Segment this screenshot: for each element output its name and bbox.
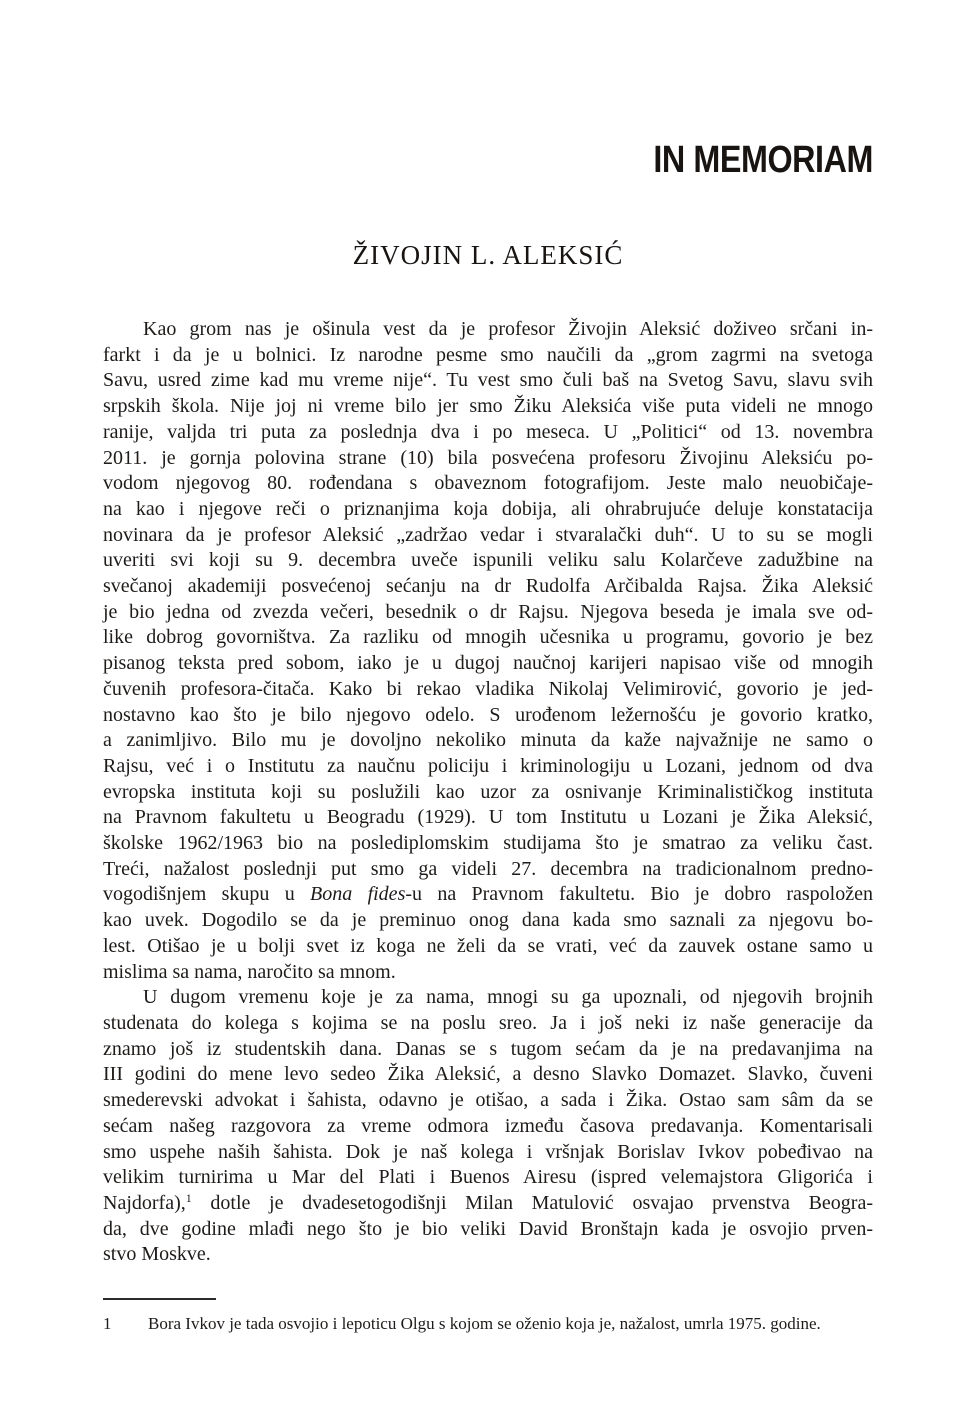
text-line: Rajsu, već i o Institutu za naučnu policiju i kriminologiju u Lozani, jednom od dva — [103, 754, 873, 777]
text-line: Treći, nažalost poslednji put smo ga videli 27. decembra na tradicionalnom predno- — [103, 857, 873, 880]
text-line: uveriti svi koji su 9. decembra uveče ispunili veliku salu Kolarčeve zadužbine na — [103, 549, 873, 572]
footnote-ref: 1 — [185, 1190, 192, 1205]
footnote-rule — [103, 1298, 216, 1300]
text-line: a zanimljivo. Bilo mu je dovoljno nekoliko minuta da kaže najvažnije ne samo o — [103, 729, 873, 752]
text-line: kao uvek. Dogodilo se da je preminuo onog dana kada smo saznali za njegovu bo- — [103, 909, 873, 932]
text-line: svečanoj akademiji posvećenoj sećanju na dr Rudolfa Arčibalda Rajsa. Žika Aleksić — [103, 575, 873, 598]
footnote — [103, 1313, 873, 1335]
text-line: vodom njegovog 80. rođendana s obaveznom fotografijom. Jeste malo neuobičaje- — [103, 472, 873, 495]
text-line: velikim turnirima u Mar del Plati i Buenos Airesu (ispred velemajstora Gligorića i — [103, 1166, 873, 1189]
text-line: studenata do kolega s kojima se na poslu sreo. Ja i još neki iz naše generacije da — [103, 1011, 873, 1034]
footnote-text: Bora Ivkov je tada osvojio i lepoticu Olgu s kojom se oženio koja je, nažalost, umrla 1975. godine. — [148, 1314, 821, 1334]
text-line: znamo još iz studentskih dana. Danas se s tugom sećam da je na predavanjima na — [103, 1037, 873, 1060]
text-line: nostavno kao što je bilo njegovo odelo. S urođenom ležernošću je govorio kratko, — [103, 703, 873, 726]
text-segment: Najdorfa), — [103, 1191, 186, 1214]
section-heading-in-memoriam: IN MEMORIAM — [653, 139, 873, 181]
text-line: ranije, valjda tri puta za poslednja dva i po meseca. U „Politici“ od 13. novembra — [103, 420, 873, 443]
text-line: na Pravnom fakultetu u Beogradu (1929). U tom Institutu u Lozani je Žika Aleksić, — [103, 806, 873, 829]
text-segment: vogodišnjem skupu u — [103, 883, 311, 906]
paragraph — [103, 317, 873, 985]
text-line: pisanog teksta pred sobom, iako je u dugoj naučnoj karijeri napisao više od mnogih — [103, 652, 873, 675]
text-line: Kao grom nas je ošinula vest da je profesor Živojin Aleksić doživeo srčani in- — [143, 318, 873, 340]
text-line: školske 1962/1963 bio na poslediplomskim studijama što je smatrao za veliku čast. — [103, 832, 873, 855]
text-line: smo uspehe naših šahista. Dok je naš kolega i vršnjak Borislav Ivkov pobeđivao na — [103, 1140, 873, 1163]
text-line: Savu, usred zime kad mu vreme nije“. Tu vest smo čuli baš na Svetog Savu, slavu svih — [103, 369, 873, 392]
italic-text: Bona fides — [310, 883, 406, 906]
footnote-marker: 1 — [103, 1314, 112, 1334]
text-line: lest. Otišao je u bolji svet iz koga ne želi da se vrati, već da zauvek ostane samo u — [103, 934, 873, 957]
text-line: mislima sa nama, naročito sa mnom. — [103, 960, 396, 983]
text-line: novinara da je profesor Aleksić „zadržao vedar i stvaralački duh“. U to su se mogli — [103, 523, 873, 546]
text-line — [103, 882, 873, 908]
text-line: da, dve godine mlađi nego što je bio veliki David Bronštajn kada je osvojio prven- — [103, 1217, 873, 1240]
article-title: ŽIVOJIN L. ALEKSIĆ — [352, 240, 624, 270]
text-line: 2011. je gornja polovina strane (10) bila posvećena profesoru Živojinu Aleksiću po- — [103, 446, 873, 469]
text-line: sećam našeg razgovora za vreme odmora između časova predavanja. Komentarisali — [103, 1114, 873, 1137]
article-body — [103, 317, 873, 1268]
text-line: čuvenih profesora-čitača. Kako bi rekao vladika Nikolaj Velimirović, govorio je jed- — [103, 677, 873, 700]
paragraph — [103, 985, 873, 1268]
text-line: je bio jedna od zvezda večeri, besednik o dr Rajsu. Njegova beseda je imala sve od- — [103, 600, 873, 623]
text-line: III godini do mene levo sedeo Žika Aleksić, a desno Slavko Domazet. Slavko, čuveni — [103, 1063, 873, 1086]
text-segment: -u na Pravnom fakultetu. Bio je dobro raspoložen — [405, 883, 873, 906]
text-line — [103, 1191, 873, 1217]
text-segment: dotle je dvadesetogodišnji Milan Matulović osvajao prvenstva Beogra- — [191, 1191, 873, 1214]
text-line: srpskih škola. Nije joj ni vreme bilo jer smo Žiku Aleksića više puta videli ne mnogo — [103, 395, 873, 418]
text-line: U dugom vremenu koje je za nama, mnogi su ga upoznali, od njegovih brojnih — [143, 986, 873, 1009]
text-line: stvo Moskve. — [103, 1243, 211, 1266]
text-line: na kao i njegove reči o priznanjima koja dobija, ali ohrabrujuće deluje konstatacija — [103, 497, 873, 520]
text-line: farkt i da je u bolnici. Iz narodne pesme smo naučili da „grom zagrmi na svetoga — [103, 343, 873, 366]
page-content — [103, 0, 873, 1335]
text-line: evropska instituta koji su poslužili kao uzor za osnivanje Kriminalističkog instituta — [103, 780, 873, 803]
text-line: like dobrog govorništva. Za razliku od mnogih učesnika u programu, govorio je bez — [103, 626, 873, 649]
text-line: smederevski advokat i šahista, odavno je otišao, a sada i Žika. Ostao sam sâm da se — [103, 1089, 873, 1112]
